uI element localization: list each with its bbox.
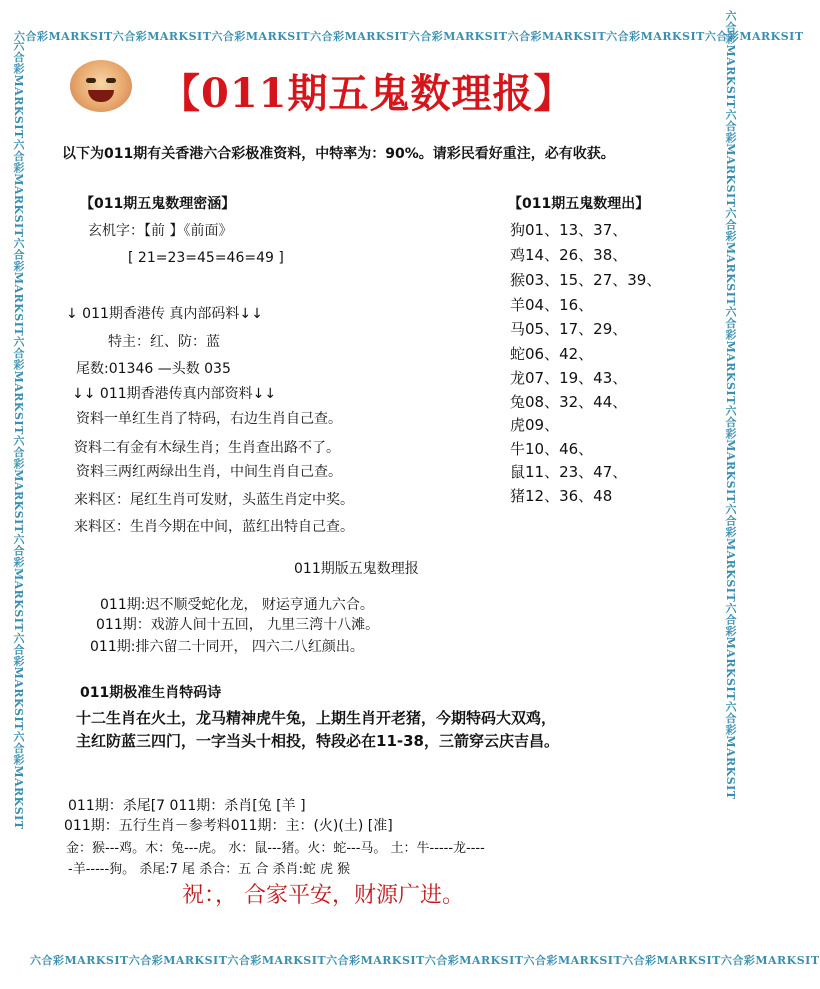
xuanji-text: 玄机字：【前 】《前面》 [88, 223, 233, 239]
kill-summary-line: -羊-----狗。 杀尾:7 尾 杀合：五 合 杀肖:蛇 虎 猴 [68, 862, 351, 877]
border-bottom-watermark: 六合彩MARKSIT六合彩MARKSIT六合彩MARKSIT六合彩MARKSIT六合彩MARKSIT六合彩MARKSIT六合彩MARKSIT六合彩MARKSIT [30, 954, 820, 967]
number-formula: [ 21=23=45=46=49 ] [128, 250, 284, 266]
zodiac-row: 虎09、 [510, 416, 560, 434]
tail-numbers: 尾数:01346 —头数 035 [76, 361, 231, 377]
hk-heading-1: ↓ 011期香港传 真内部码料↓↓ [66, 306, 263, 322]
edition-line: 011期:排六留二十同开， 四六二八红颜出。 [90, 639, 364, 655]
zodiac-row: 鸡14、26、38、 [510, 246, 628, 264]
info-line: 资料三两红两绿出生肖，中间生肖自己查。 [76, 464, 342, 480]
zodiac-row: 鼠11、23、47、 [510, 463, 628, 481]
poem-line-2: 主红防蓝三四门，一字当头十相投，特段必在11-38，三箭穿云庆吉昌。 [76, 732, 559, 750]
zodiac-row: 羊04、16、 [510, 296, 594, 314]
poem-line-1: 十二生肖在火土，龙马精神虎牛兔，上期生肖开老猪，今期特码大双鸡， [76, 709, 557, 727]
zodiac-row: 猪12、36、48 [510, 487, 613, 505]
info-line: 资料二有金有木绿生肖；生肖查出路不了。 [74, 440, 340, 456]
info-line: 来料区：生肖今期在中间，蓝红出特自己查。 [74, 519, 354, 535]
zodiac-row: 龙07、19、43、 [510, 369, 628, 387]
info-line: 来料区：尾红生肖可发财，头蓝生肖定中奖。 [74, 492, 354, 508]
kill-tail-line: 011期：杀尾[7 011期：杀肖[兔 [羊 ] [68, 798, 306, 814]
border-left-watermark: 六合彩MARKSIT六合彩MARKSIT六合彩MARKSIT六合彩MARKSIT六合彩MARKSIT六合彩MARKSIT六合彩MARKSIT六合彩MARKSIT [12, 40, 25, 830]
blessing-text: 祝：， 合家平安，财源广进。 [182, 883, 464, 908]
poem-heading: 011期极准生肖特码诗 [80, 685, 222, 701]
special-main: 特主：红、防：蓝 [108, 334, 220, 350]
elements-detail-line: 金：猴---鸡。木：兔---虎。 水：鼠---猪。火：蛇---马。 土：牛-----龙---- [66, 841, 485, 856]
border-top-watermark: 六合彩MARKSIT六合彩MARKSIT六合彩MARKSIT六合彩MARKSIT六合彩MARKSIT六合彩MARKSIT六合彩MARKSIT六合彩MARKSIT [14, 30, 804, 43]
edition-line: 011期：戏游人间十五回， 九里三湾十八滩。 [96, 617, 380, 633]
edition-line: 011期:迟不顺受蛇化龙， 财运亨通九六合。 [100, 597, 374, 613]
zodiac-heading: 【011期五鬼数理出】 [508, 196, 650, 212]
zodiac-row: 牛10、46、 [510, 440, 594, 458]
zodiac-row: 马05、17、29、 [510, 320, 628, 338]
border-right-watermark: 六合彩MARKSIT六合彩MARKSIT六合彩MARKSIT六合彩MARKSIT六合彩MARKSIT六合彩MARKSIT六合彩MARKSIT六合彩MARKSIT [724, 10, 737, 800]
hk-heading-2: ↓↓ 011期香港传真内部资料↓↓ [72, 386, 277, 402]
info-line: 资料一单红生肖了特码，右边生肖自己查。 [76, 411, 342, 427]
secret-heading: 【011期五鬼数理密涵】 [80, 196, 236, 212]
edition-heading: 011期版五鬼数理报 [294, 561, 419, 577]
zodiac-row: 猴03、15、27、39、 [510, 271, 662, 289]
zodiac-row: 狗01、13、37、 [510, 221, 628, 239]
five-elements-line: 011期：五行生肖－参考料011期：主：(火)(土) [准] [64, 818, 393, 834]
page-title: 【011期五鬼数理报】 [160, 70, 575, 117]
zodiac-row: 兔08、32、44、 [510, 393, 628, 411]
zodiac-row: 蛇06、42、 [510, 345, 594, 363]
laughing-face-icon [70, 60, 132, 112]
intro-paragraph: 以下为011期有关香港六合彩极准资料，中特率为：90%。请彩民看好重注，必有收获。 [62, 146, 615, 162]
